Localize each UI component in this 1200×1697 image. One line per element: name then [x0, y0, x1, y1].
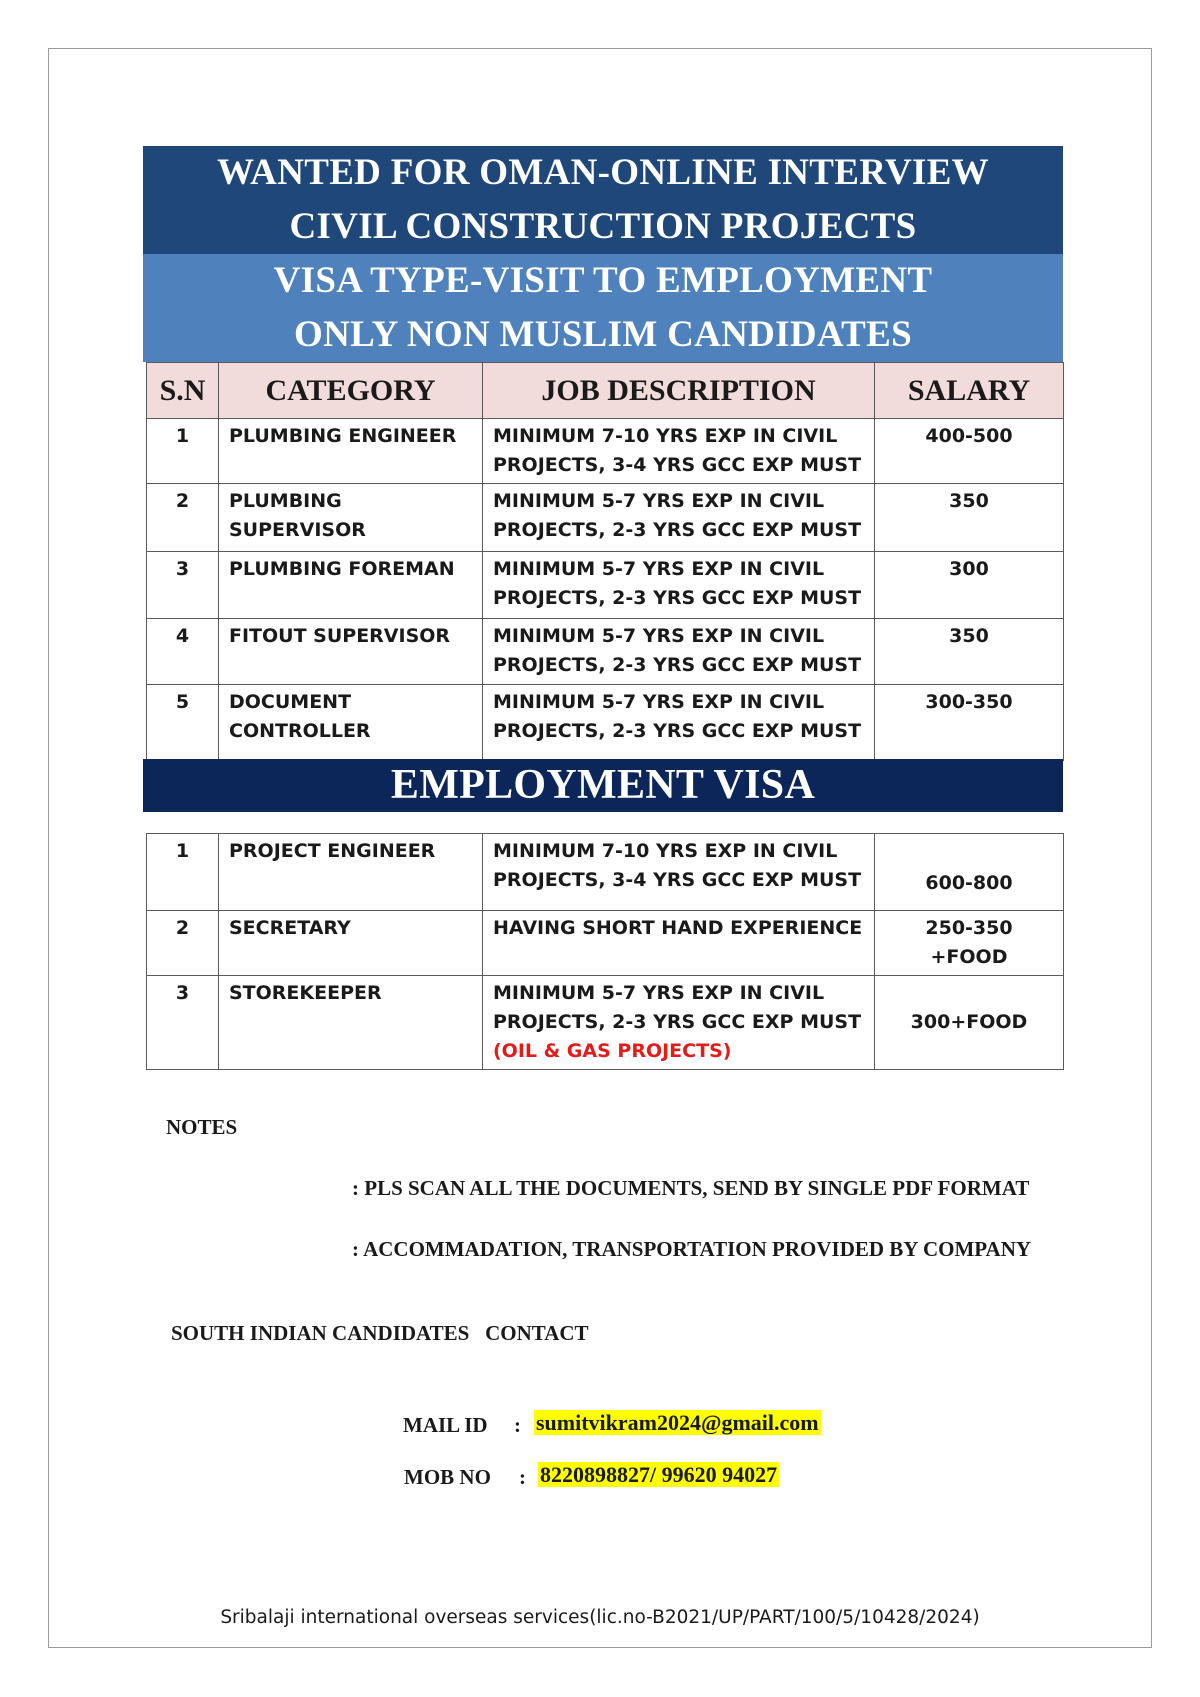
employment-visa-table: [146, 833, 1064, 1070]
row-sn: 4: [147, 619, 219, 685]
row-category: PLUMBING FOREMAN: [219, 552, 483, 619]
row-sn: 2: [147, 484, 219, 552]
header-category: CATEGORY: [219, 363, 483, 419]
row-category: PLUMBING ENGINEER: [219, 419, 483, 484]
row-sn: 5: [147, 685, 219, 761]
header-job-description: JOB DESCRIPTION: [483, 363, 875, 419]
row-description: MINIMUM 5-7 YRS EXP IN CIVIL PROJECTS, 2-3 YRS GCC EXP MUST: [483, 619, 875, 685]
row-category: PLUMBING SUPERVISOR: [219, 484, 483, 552]
row-salary: [875, 911, 1064, 976]
employment-visa-heading: EMPLOYMENT VISA: [143, 759, 1063, 812]
row-salary: 300+FOOD: [875, 976, 1064, 1070]
row-sn: 3: [147, 552, 219, 619]
row-description-text: MINIMUM 5-7 YRS EXP IN CIVIL PROJECTS, 2-3 YRS GCC EXP MUST: [493, 982, 862, 1033]
note-item: : PLS SCAN ALL THE DOCUMENTS, SEND BY SINGLE PDF FORMAT: [352, 1176, 1030, 1200]
note-item: : ACCOMMADATION, TRANSPORTATION PROVIDED BY COMPANY: [352, 1237, 1032, 1261]
table-row: [147, 911, 1064, 976]
phone-numbers: 8220898827/ 99620 94027: [540, 1462, 778, 1487]
banner-title: WANTED FOR OMAN-ONLINE INTERVIEW: [143, 146, 1063, 200]
notes-heading: NOTES: [166, 1115, 238, 1139]
row-category: DOCUMENT CONTROLLER: [219, 685, 483, 761]
row-sn: 1: [147, 419, 219, 484]
salary-amount: 250-350: [925, 917, 1013, 939]
mail-label: MAIL ID: [403, 1413, 488, 1437]
mob-value: [538, 1462, 779, 1488]
email-link[interactable]: sumitvikram2024@gmail.com: [536, 1410, 819, 1435]
contact-heading: SOUTH INDIAN CANDIDATES CONTACT: [171, 1321, 589, 1345]
row-salary: 300-350: [875, 685, 1064, 761]
mail-value[interactable]: [534, 1410, 821, 1436]
table-row: [147, 484, 1064, 552]
table-header-row: [147, 363, 1064, 419]
visit-visa-table: [146, 362, 1064, 761]
mail-separator: :: [514, 1413, 521, 1437]
footer-license: Sribalaji international overseas services(lic.no-B2021/UP/PART/100/5/10428/2024): [220, 1607, 980, 1628]
header-salary: SALARY: [875, 363, 1064, 419]
table-row: [147, 552, 1064, 619]
row-salary: 400-500: [875, 419, 1064, 484]
row-sn: 1: [147, 834, 219, 911]
row-description-note: (OIL & GAS PROJECTS): [493, 1040, 732, 1062]
mob-label: MOB NO: [404, 1465, 491, 1489]
header-sn: S.N: [147, 363, 219, 419]
table-row: [147, 419, 1064, 484]
row-category: SECRETARY: [219, 911, 483, 976]
row-description: [483, 976, 875, 1070]
row-category: PROJECT ENGINEER: [219, 834, 483, 911]
banner-visa-type: VISA TYPE-VISIT TO EMPLOYMENT: [143, 254, 1063, 308]
row-description: MINIMUM 5-7 YRS EXP IN CIVIL PROJECTS, 2-3 YRS GCC EXP MUST: [483, 685, 875, 761]
row-description: MINIMUM 5-7 YRS EXP IN CIVIL PROJECTS, 2-3 YRS GCC EXP MUST: [483, 484, 875, 552]
row-description: HAVING SHORT HAND EXPERIENCE: [483, 911, 875, 976]
table-row: [147, 976, 1064, 1070]
row-description: MINIMUM 7-10 YRS EXP IN CIVIL PROJECTS, 3-4 YRS GCC EXP MUST: [483, 419, 875, 484]
row-sn: 2: [147, 911, 219, 976]
table-row: [147, 619, 1064, 685]
row-category: FITOUT SUPERVISOR: [219, 619, 483, 685]
row-salary: 350: [875, 619, 1064, 685]
row-description: MINIMUM 7-10 YRS EXP IN CIVIL PROJECTS, 3-4 YRS GCC EXP MUST: [483, 834, 875, 911]
row-salary: 300: [875, 552, 1064, 619]
mob-separator: :: [519, 1465, 526, 1489]
row-description: MINIMUM 5-7 YRS EXP IN CIVIL PROJECTS, 2-3 YRS GCC EXP MUST: [483, 552, 875, 619]
table-row: [147, 834, 1064, 911]
table-row: [147, 685, 1064, 761]
banner-eligibility: ONLY NON MUSLIM CANDIDATES: [143, 308, 1063, 362]
row-salary: 600-800: [875, 834, 1064, 911]
row-sn: 3: [147, 976, 219, 1070]
row-salary: 350: [875, 484, 1064, 552]
row-category: STOREKEEPER: [219, 976, 483, 1070]
banner-subtitle: CIVIL CONSTRUCTION PROJECTS: [143, 200, 1063, 254]
salary-extra: +FOOD: [930, 946, 1008, 968]
